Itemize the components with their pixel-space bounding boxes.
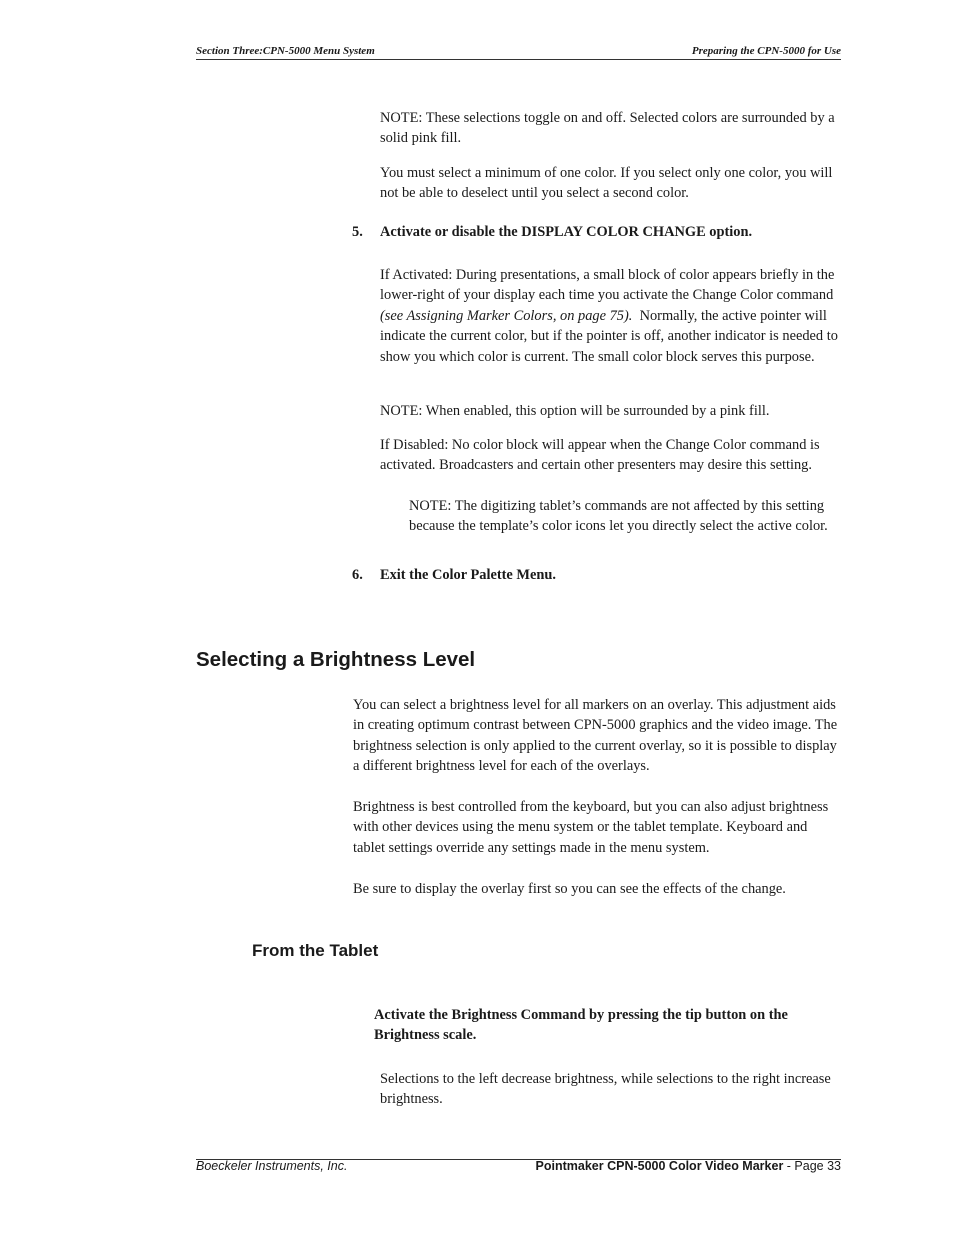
- step-5-number: 5.: [352, 224, 363, 240]
- if-activated-text-1: If Activated: During presentations, a small block of color appears briefly in the lower-right of your display each time you activate the Change Color command: [380, 267, 835, 304]
- step-6-number: 6.: [352, 567, 363, 583]
- note-enabled-paragraph: NOTE: When enabled, this option will be surrounded by a pink fill.: [380, 403, 770, 419]
- header-rule: [196, 59, 841, 60]
- header-section-label: Section Three:CPN-5000 Menu System: [196, 45, 375, 57]
- header-chapter-label: Preparing the CPN-5000 for Use: [691, 45, 841, 57]
- if-disabled-paragraph: If Disabled: No color block will appear when the Change Color command is activated. Broadcasters and certain other presenters may desire this setting.: [380, 437, 820, 474]
- step-6: [352, 565, 842, 585]
- tablet-step: Activate the Brightness Command by pressing the tip button on the Brightness scale.: [374, 1007, 788, 1044]
- brightness-display-paragraph: Be sure to display the overlay first so you can see the effects of the change.: [353, 881, 786, 897]
- if-activated-paragraph: [380, 265, 842, 367]
- if-activated-text-2: Normally, the active pointer will indicate the current color, but if the pointer is off, another indicator is needed to show you which color is current. The small color block serves this purpose.: [380, 307, 838, 365]
- subsection-title: From the Tablet: [252, 941, 379, 960]
- note-toggle-paragraph: NOTE: These selections toggle on and off. Selected colors are surrounded by a solid pink fill.: [380, 110, 835, 147]
- footer-page-info: [536, 1159, 841, 1173]
- footer-page-number: - Page 33: [783, 1159, 841, 1173]
- step-5: [352, 222, 842, 242]
- step-6-text: Exit the Color Palette Menu.: [380, 567, 556, 583]
- brightness-intro-paragraph: You can select a brightness level for all markers on an overlay. This adjustment aids in creating optimum contrast between CPN-5000 graphics and the video image. The brightness selection is only applied to the current overlay, so it is possible to display a different brightness level for each of the overlays.: [353, 697, 838, 775]
- cross-reference-link[interactable]: (see Assigning Marker Colors, on page 75).: [380, 307, 633, 324]
- step-5-text: Activate or disable the DISPLAY COLOR CHANGE option.: [380, 224, 753, 240]
- footer-product-name: Pointmaker CPN-5000 Color Video Marker: [535, 1159, 784, 1173]
- section-title: Selecting a Brightness Level: [196, 648, 476, 671]
- tablet-detail-paragraph: Selections to the left decrease brightness, while selections to the right increase brightness.: [380, 1071, 831, 1108]
- footer-company: Boeckeler Instruments, Inc.: [196, 1159, 348, 1173]
- note-tablet-paragraph: NOTE: The digitizing tablet’s commands are not affected by this setting because the template’s color icons let you directly select the active color.: [409, 498, 828, 535]
- brightness-control-paragraph: Brightness is best controlled from the keyboard, but you can also adjust brightness with other devices using the menu system or the tablet template. Keyboard and tablet settings override any settings made in the menu system.: [353, 799, 829, 856]
- min-color-paragraph: You must select a minimum of one color. If you select only one color, you will not be able to deselect until you select a second color.: [380, 165, 833, 202]
